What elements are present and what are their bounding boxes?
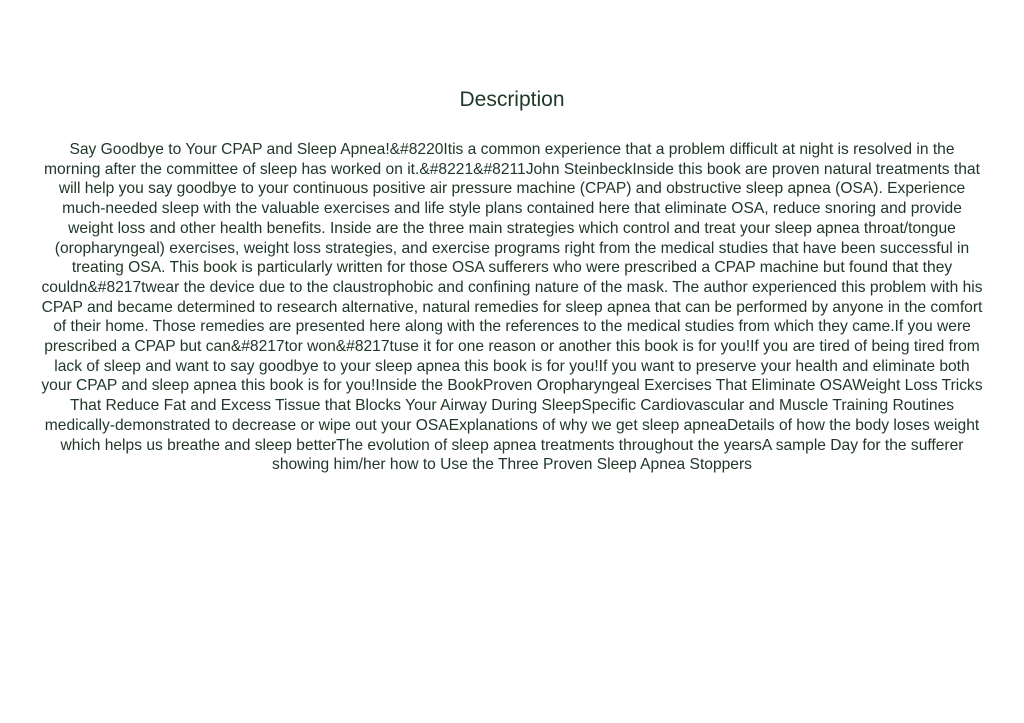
page-title: Description	[459, 88, 565, 111]
description-body: Say Goodbye to Your CPAP and Sleep Apnea!&#8220Itis a common experience that a problem difficult at night is resolved in the morning after the committee of sleep has worked on it.&#8221&#8211John SteinbeckInside this book are proven natural treatments that will help you say goodbye to your continuous positive air pressure machine (CPAP) and obstructive sleep apnea (OSA). Experience much-needed sleep with the valuable exercises and life style plans contained here that eliminate OSA, reduce snoring and provide weight loss and other health benefits. Inside are the three main strategies which control and treat your sleep apnea throat/tongue (oropharyngeal) exercises, weight loss strategies, and exercise programs right from the medical studies that have been successful in treating OSA. This book is particularly written for those OSA sufferers who were prescribed a CPAP machine but found that they couldn&#8217twear the device due to the claustrophobic and confining nature of the mask. The author experienced this problem with his CPAP and became determined to research alternative, natural remedies for sleep apnea that can be performed by anyone in the comfort of their home. Those remedies are presented here along with the references to the medical studies from which they came.If you were prescribed a CPAP but can&#8217tor won&#8217tuse it for one reason or another this book is for you!If you are tired of being tired from lack of sleep and want to say goodbye to your sleep apnea this book is for you!If you want to preserve your health and eliminate both your CPAP and sleep apnea this book is for you!Inside the BookProven Oropharyngeal Exercises That Eliminate OSAWeight Loss Tricks That Reduce Fat and Excess Tissue that Blocks Your Airway During SleepSpecific Cardiovascular and Muscle Training Routines medically-demonstrated to decrease or wipe out your OSAExplanations of why we get sleep apneaDetails of how the body loses weight which helps us breathe and sleep betterThe evolution of sleep apnea treatments throughout the yearsA sample Day for the sufferer showing him/her how to Use the Three Proven Sleep Apnea Stoppers	[41, 141, 983, 474]
